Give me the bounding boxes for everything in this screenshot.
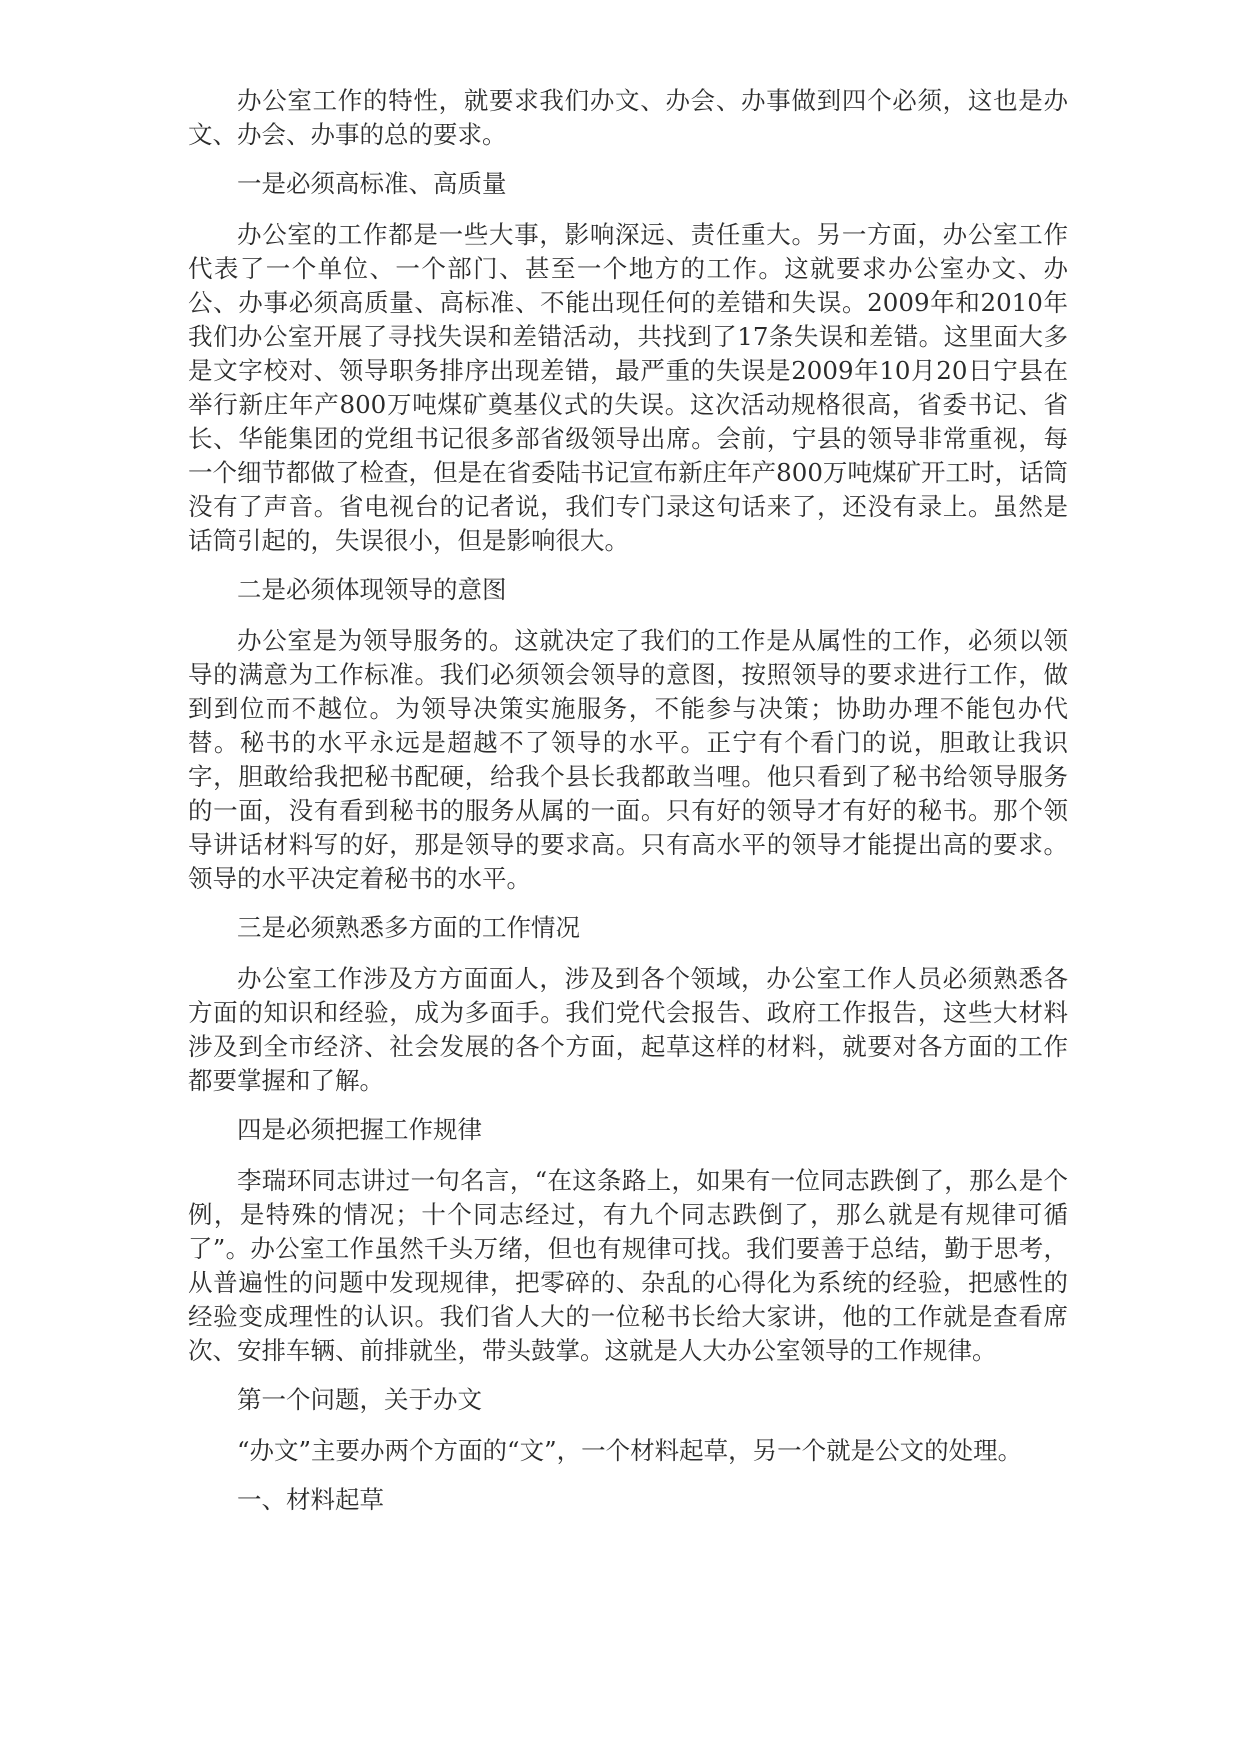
section-heading-2: 二是必须体现领导的意图	[237, 575, 507, 604]
section-heading-4: 四是必须把握工作规律	[237, 1115, 482, 1144]
paragraph-section-3: 办公室工作涉及方方面面人，涉及到各个领域，办公室工作人员必须熟悉各方面的知识和经验，成为多面手。我们党代会报告、政府工作报告，这些大材料涉及到全市经济、社会发展的各个方面，起草这样的材料，就要对各方面的工作都要掌握和了解。	[188, 964, 1068, 1095]
paragraph-section-2: 办公室是为领导服务的。这就决定了我们的工作是从属性的工作，必须以领导的满意为工作标准。我们必须领会领导的意图，按照领导的要求进行工作，做到到位而不越位。为领导决策实施服务，不能参与决策；协助办理不能包办代替。秘书的水平永远是超越不了领导的水平。正宁有个看门的说，胆敢让我识字，胆敢给我把秘书配硬，给我个县长我都敢当哩。他只看到了秘书给领导服务的一面，没有看到秘书的服务从属的一面。只有好的领导才有好的秘书。那个领导讲话材料写的好，那是领导的要求高。只有高水平的领导才能提出高的要求。领导的水平决定着秘书的水平。	[188, 626, 1068, 893]
section-heading-1: 一是必须高标准、高质量	[237, 169, 507, 198]
paragraph-section-1: 办公室的工作都是一些大事，影响深远、责任重大。另一方面，办公室工作代表了一个单位、一个部门、甚至一个地方的工作。这就要求办公室办文、办公、办事必须高质量、高标准、不能出现任何的差错和失误。2009年和2010年我们办公室开展了寻找失误和差错活动，共找到了17条失误和差错。这里面大多是文字校对、领导职务排序出现差错，最严重的失误是2009年10月20日宁县在举行新庄年产800万吨煤矿奠基仪式的失误。这次活动规格很高，省委书记、省长、华能集团的党组书记很多部省级领导出席。会前，宁县的领导非常重视，每一个细节都做了检查，但是在省委陆书记宣布新庄年产800万吨煤矿开工时，话筒没有了声音。省电视台的记者说，我们专门录这句话来了，还没有录上。虽然是话筒引起的，失误很小，但是影响很大。	[188, 220, 1068, 555]
subheading-material-drafting: 一、材料起草	[237, 1485, 384, 1514]
paragraph-intro: 办公室工作的特性，就要求我们办文、办会、办事做到四个必须，这也是办文、办会、办事的总的要求。	[188, 86, 1068, 149]
paragraph-chapter-1: “办文”主要办两个方面的“文”，一个材料起草，另一个就是公文的处理。	[237, 1436, 1023, 1465]
document-page	[188, 84, 1068, 1534]
chapter-heading-1: 第一个问题，关于办文	[237, 1385, 482, 1414]
section-heading-3: 三是必须熟悉多方面的工作情况	[237, 913, 580, 942]
paragraph-section-4: 李瑞环同志讲过一句名言，“在这条路上，如果有一位同志跌倒了，那么是个例，是特殊的情况；十个同志经过，有九个同志跌倒了，那么就是有规律可循了”。办公室工作虽然千头万绪，但也有规律可找。我们要善于总结，勤于思考，从普遍性的问题中发现规律，把零碎的、杂乱的心得化为系统的经验，把感性的经验变成理性的认识。我们省人大的一位秘书长给大家讲，他的工作就是查看席次、安排车辆、前排就坐，带头鼓掌。这就是人大办公室领导的工作规律。	[188, 1166, 1068, 1365]
